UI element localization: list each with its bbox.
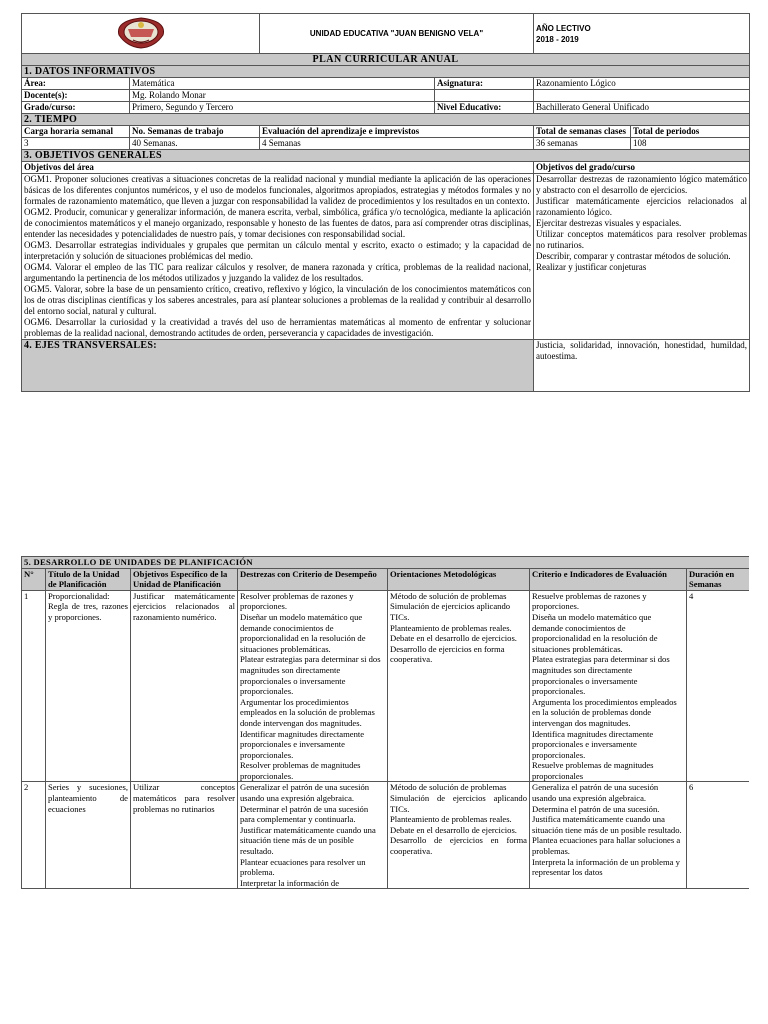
unit-destrezas bbox=[238, 590, 388, 782]
destreza-item: Argumentar los procedimientos empleados en la solución de problemas donde intervengan dos magnitudes. bbox=[240, 696, 375, 728]
col-header-duracion: Duración en Semanas bbox=[687, 568, 750, 590]
objetivo-grado-item: Describir, comparar y contrastar métodos de solución. bbox=[536, 251, 731, 261]
area-label: Área: bbox=[22, 78, 130, 90]
unit-objective: Utilizar conceptos matemáticos para resolver problemas no rutinarios bbox=[131, 782, 238, 889]
objetivos-area-header: Objetivos del área bbox=[22, 162, 534, 174]
asignatura-value: Razonamiento Lógico bbox=[534, 78, 750, 90]
objetivo-area-item: OGM6. Desarrollar la curiosidad y la creatividad a través del uso de herramientas matemáticas al momento de enfrentar y solucionar problemas de la realidad nacional, demostrando actitudes de orden, perseverancia y capacidades de investigación. bbox=[24, 317, 532, 338]
unit-objective: Justificar matemáticamente ejercicios relacionados al razonamiento numérico. bbox=[131, 590, 238, 782]
objetivo-area-item: OGM4. Valorar el empleo de las TIC para realizar cálculos y resolver, de manera razonada y crítica, problemas de la realidad nacional, argumentando la pertinencia de los métodos utilizados y juzgando la validez de los resultados. bbox=[24, 262, 532, 283]
tiempo-total-periodos-value: 108 bbox=[631, 138, 750, 150]
nivel-label: Nivel Educativo: bbox=[435, 102, 534, 114]
unit-title: Proporcionalidad: Regla de tres, razones y proporciones. bbox=[46, 590, 131, 782]
destreza-item: Resolver problemas de razones y proporciones. bbox=[240, 590, 354, 612]
orientacion-item: Debate en el desarrollo de ejercicios. bbox=[390, 633, 517, 644]
table-row bbox=[22, 782, 750, 889]
unit-destrezas bbox=[238, 782, 388, 889]
tiempo-header-semanas: No. Semanas de trabajo bbox=[130, 126, 260, 138]
section-datos-informativos: 1. DATOS INFORMATIVOS bbox=[22, 66, 750, 78]
criterio-item: Identifica magnitudes directamente proporcionales e inversamente proporcionales. bbox=[532, 728, 654, 760]
asignatura-label: Asignatura: bbox=[435, 78, 534, 90]
tiempo-evaluacion-value: 4 Semanas bbox=[260, 138, 534, 150]
orientacion-item: Simulación de ejercicios aplicando TICs. bbox=[390, 601, 511, 622]
col-header-objetivos: Objetivos Específico de la Unidad de Planificación bbox=[131, 568, 238, 590]
orientacion-item: Desarrollo de ejercicios en forma cooperativa. bbox=[390, 643, 505, 665]
destreza-item: Generalizar el patrón de una sucesión usando una expresión algebraica. bbox=[240, 782, 370, 804]
objetivo-area-item: OGM1. Proponer soluciones creativas a situaciones concretas de la realidad nacional y mundial mediante la aplicación de las operaciones básicas de los diferentes conjuntos numéricos, y el uso de modelos funcionales, algoritmos apropiados, estrategias y métodos formales y no formales de razonamiento matemático, que lleven a juzgar con responsabilidad la validez de procedimientos y los resultados en un contexto. bbox=[24, 174, 532, 206]
tiempo-header-carga: Carga horaria semanal bbox=[22, 126, 130, 138]
table-row bbox=[22, 590, 750, 782]
unit-duration: 6 bbox=[687, 782, 750, 889]
orientacion-item: Método de solución de problemas bbox=[390, 782, 507, 793]
destreza-item: Interpretar la información de bbox=[240, 877, 340, 888]
destreza-item: Resolver problemas de magnitudes proporcionales. bbox=[240, 760, 361, 781]
destreza-item: Platear estrategias para determinar si dos magnitudes son directamente proporcionales o inversamente proporcionales. bbox=[240, 654, 381, 697]
nivel-value: Bachillerato General Unificado bbox=[534, 102, 750, 114]
year-label: AÑO LECTIVO bbox=[536, 23, 591, 33]
criterio-item: Determina el patrón de una sucesión. bbox=[532, 803, 660, 814]
school-logo bbox=[22, 14, 260, 54]
area-value: Matemática bbox=[130, 78, 435, 90]
col-header-n: N° bbox=[22, 568, 46, 590]
destreza-item: Determinar el patrón de una sucesión para complementar y continuarla. bbox=[240, 803, 369, 825]
criterio-item: Generaliza el patrón de una sucesión usando una expresión algebraica. bbox=[532, 782, 659, 804]
objetivos-area-list bbox=[22, 174, 534, 340]
objetivo-area-item: OGM3. Desarrollar estrategias individuales y grupales que permitan un cálculo mental y escrito, exacto o estimado; y la capacidad de interpretación y solución de situaciones problémicas del medio. bbox=[24, 240, 532, 261]
school-crest-icon bbox=[111, 15, 171, 49]
tiempo-header-total-periodos: Total de periodos bbox=[631, 126, 750, 138]
criterio-item: Resuelve problemas de magnitudes proporcionales bbox=[532, 760, 654, 781]
plan-curricular-anual bbox=[21, 13, 749, 392]
col-header-destrezas: Destrezas con Criterio de Desempeño bbox=[238, 568, 388, 590]
tiempo-carga-value: 3 bbox=[22, 138, 130, 150]
orientacion-item: Planteamiento de problemas reales. bbox=[390, 814, 512, 825]
col-header-criterio: Criterio e Indicadores de Evaluación bbox=[530, 568, 687, 590]
docente-label: Docente(s): bbox=[22, 90, 130, 102]
objetivo-grado-item: Realizar y justificar conjeturas bbox=[536, 262, 647, 272]
tiempo-header-total-semanas: Total de semanas clases bbox=[534, 126, 631, 138]
orientacion-item: Método de solución de problemas bbox=[390, 590, 507, 601]
desarrollo-unidades bbox=[21, 556, 749, 1024]
orientacion-item: Planteamiento de problemas reales. bbox=[390, 622, 512, 633]
grado-value: Primero, Segundo y Tercero bbox=[130, 102, 435, 114]
objetivo-grado-item: Justificar matemáticamente ejercicios relacionados al razonamiento lógico. bbox=[536, 196, 748, 217]
destreza-item: Plantear ecuaciones para resolver un problema. bbox=[240, 856, 366, 878]
unit-title: Series y sucesiones, planteamiento de ecuaciones bbox=[46, 782, 131, 889]
section-desarrollo: 5. DESARROLLO DE UNIDADES DE PLANIFICACIÓN bbox=[22, 557, 750, 569]
unit-criterio bbox=[530, 590, 687, 782]
orientacion-item: Desarrollo de ejercicios en forma cooperativa. bbox=[390, 835, 527, 857]
unit-criterio bbox=[530, 782, 687, 889]
year-value: 2018 - 2019 bbox=[536, 34, 579, 44]
tiempo-header-evaluacion: Evaluación del aprendizaje e imprevistos bbox=[260, 126, 534, 138]
plan-title: PLAN CURRICULAR ANUAL bbox=[22, 54, 750, 66]
school-name: UNIDAD EDUCATIVA "JUAN BENIGNO VELA" bbox=[260, 14, 534, 54]
unit-orientaciones bbox=[388, 782, 530, 889]
unit-number: 1 bbox=[22, 590, 46, 782]
tiempo-total-semanas-value: 36 semanas bbox=[534, 138, 631, 150]
col-header-orientaciones: Orientaciones Metodológicas bbox=[388, 568, 530, 590]
units-table bbox=[21, 556, 749, 889]
tiempo-semanas-value: 40 Semanas. bbox=[130, 138, 260, 150]
school-year bbox=[534, 14, 750, 54]
unit-orientaciones bbox=[388, 590, 530, 782]
ejes-value: Justicia, solidaridad, innovación, honestidad, humildad, autoestima. bbox=[534, 340, 750, 392]
unit-duration: 4 bbox=[687, 590, 750, 782]
objetivo-grado-item: Ejercitar destrezas visuales y espaciales. bbox=[536, 218, 682, 228]
section-tiempo: 2. TIEMPO bbox=[22, 114, 750, 126]
orientacion-item: Simulación de ejercicios aplicando TICs. bbox=[390, 793, 527, 814]
criterio-item: Platea estrategias para determinar si dos magnitudes son directamente proporcionales o inversamente proporcionales. bbox=[532, 654, 670, 697]
unit-number: 2 bbox=[22, 782, 46, 889]
criterio-item: Diseña un modelo matemático que demande conocimientos de proporcionalidad en la resolución de situaciones problemáticas. bbox=[532, 611, 658, 654]
col-header-titulo: Título de la Unidad de Planificación bbox=[46, 568, 131, 590]
destreza-item: Diseñar un modelo matemático que demande conocimientos de proporcionalidad en la resolución de situaciones problemáticas. bbox=[240, 611, 366, 654]
section-objetivos: 3. OBJETIVOS GENERALES bbox=[22, 150, 750, 162]
objetivo-grado-item: Desarrollar destrezas de razonamiento lógico matemático y abstracto con el desarrollo de ejercicios. bbox=[536, 174, 748, 195]
destreza-item: Justificar matemáticamente cuando una situación tiene más de un posible resultado. bbox=[240, 824, 376, 857]
objetivo-grado-item: Utilizar conceptos matemáticos para resolver problemas no rutinarios. bbox=[536, 229, 748, 250]
informative-table bbox=[21, 13, 750, 392]
destreza-item: Identificar magnitudes directamente proporcionales e inversamente proporcionales. bbox=[240, 728, 365, 760]
objetivos-grado-header: Objetivos del grado/curso bbox=[534, 162, 750, 174]
criterio-item: Resuelve problemas de razones y proporciones. bbox=[532, 590, 647, 612]
objetivo-area-item: OGM2. Producir, comunicar y generalizar información, de manera escrita, verbal, simbólica, gráfica y/o tecnológica, mediante la aplicación de conocimientos matemáticos y el manejo organizado, responsable y honesto de las fuentes de datos, para así comprender otras disciplinas, entender las necesidades y potencialidades de nuestro país, y tomar decisiones con responsabilidad social. bbox=[24, 207, 532, 239]
objetivos-grado-list bbox=[534, 174, 750, 340]
criterio-item: Argumenta los procedimientos empleados en la solución de problemas donde intervengan dos magnitudes. bbox=[532, 696, 677, 728]
criterio-item: Plantea ecuaciones para hallar soluciones a problemas. bbox=[532, 835, 681, 857]
grado-label: Grado/curso: bbox=[22, 102, 130, 114]
criterio-item: Interpreta la información de un problema y representar los datos bbox=[532, 856, 680, 878]
criterio-item: Justifica matemáticamente cuando una situación tiene más de un posible resultado. bbox=[532, 814, 682, 835]
orientacion-item: Debate en el desarrollo de ejercicios. bbox=[390, 824, 517, 835]
objetivo-area-item: OGM5. Valorar, sobre la base de un pensamiento crítico, creativo, reflexivo y lógico, la vinculación de los conocimientos matemáticos con los de otras disciplinas científicas y los saberes ancestrales, para así plantear soluciones a problemas de la realidad y contribuir al desarrollo del entorno social, natural y cultural. bbox=[24, 284, 532, 316]
section-ejes: 4. EJES TRANSVERSALES: bbox=[22, 340, 534, 392]
docente-value: Mg. Rolando Monar bbox=[130, 90, 435, 102]
